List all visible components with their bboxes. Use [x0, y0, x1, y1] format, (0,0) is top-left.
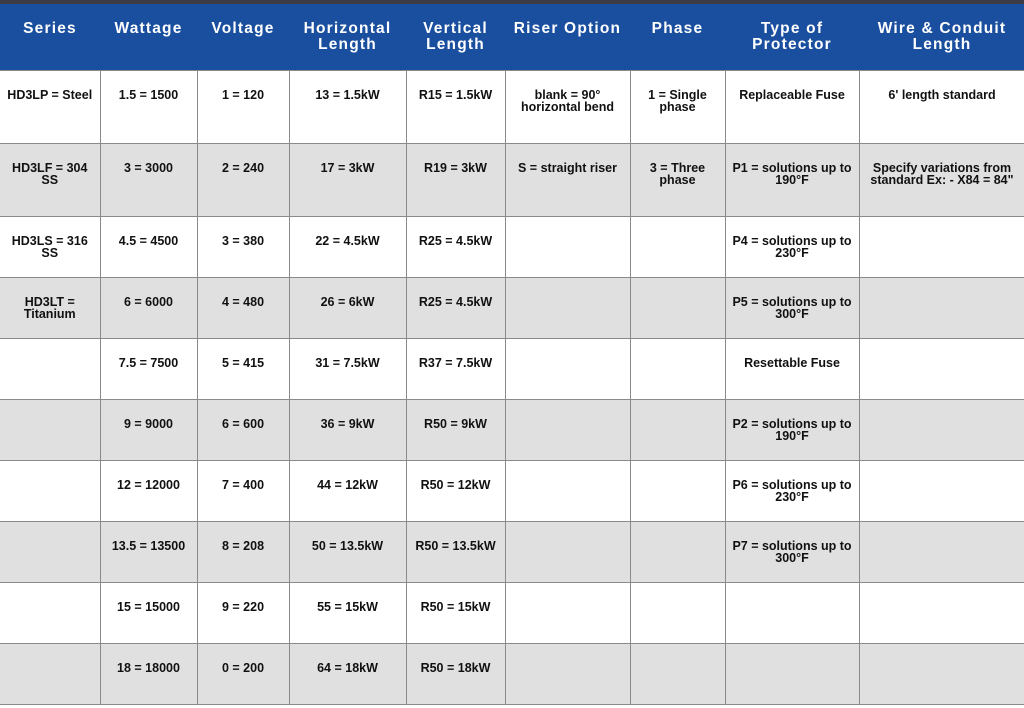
- header-series: Series: [0, 4, 100, 70]
- cell-voltage: 3 = 380: [197, 216, 289, 277]
- table-row: [0, 582, 1024, 643]
- cell-voltage: 9 = 220: [197, 582, 289, 643]
- cell-wire-conduit-length: [859, 399, 1024, 460]
- cell-series: HD3LT = Titanium: [0, 277, 100, 338]
- cell-type-of-protector: Resettable Fuse: [725, 338, 859, 399]
- cell-type-of-protector: P7 = solutions up to 300°F: [725, 521, 859, 582]
- cell-wattage: 6 = 6000: [100, 277, 197, 338]
- cell-phase: [630, 582, 725, 643]
- cell-series: [0, 460, 100, 521]
- table-row: [0, 277, 1024, 338]
- cell-phase: [630, 338, 725, 399]
- cell-horizontal-length: 50 = 13.5kW: [289, 521, 406, 582]
- cell-wattage: 1.5 = 1500: [100, 70, 197, 143]
- cell-wire-conduit-length: [859, 582, 1024, 643]
- cell-voltage: 2 = 240: [197, 143, 289, 216]
- cell-vertical-length: R50 = 9kW: [406, 399, 505, 460]
- cell-voltage: 6 = 600: [197, 399, 289, 460]
- cell-riser-option: blank = 90° horizontal bend: [505, 70, 630, 143]
- cell-phase: 3 = Three phase: [630, 143, 725, 216]
- cell-horizontal-length: 17 = 3kW: [289, 143, 406, 216]
- cell-vertical-length: R50 = 12kW: [406, 460, 505, 521]
- cell-type-of-protector: P5 = solutions up to 300°F: [725, 277, 859, 338]
- cell-series: [0, 643, 100, 704]
- cell-wire-conduit-length: [859, 338, 1024, 399]
- table-row: [0, 521, 1024, 582]
- cell-riser-option: [505, 338, 630, 399]
- cell-phase: [630, 216, 725, 277]
- cell-series: [0, 338, 100, 399]
- cell-wire-conduit-length: [859, 643, 1024, 704]
- cell-wattage: 12 = 12000: [100, 460, 197, 521]
- cell-type-of-protector: P4 = solutions up to 230°F: [725, 216, 859, 277]
- cell-wattage: 9 = 9000: [100, 399, 197, 460]
- cell-phase: 1 = Single phase: [630, 70, 725, 143]
- cell-phase: [630, 399, 725, 460]
- cell-type-of-protector: P6 = solutions up to 230°F: [725, 460, 859, 521]
- cell-vertical-length: R50 = 13.5kW: [406, 521, 505, 582]
- cell-phase: [630, 460, 725, 521]
- cell-horizontal-length: 31 = 7.5kW: [289, 338, 406, 399]
- cell-type-of-protector: P2 = solutions up to 190°F: [725, 399, 859, 460]
- cell-wattage: 3 = 3000: [100, 143, 197, 216]
- cell-riser-option: [505, 582, 630, 643]
- cell-voltage: 4 = 480: [197, 277, 289, 338]
- cell-wattage: 4.5 = 4500: [100, 216, 197, 277]
- cell-wire-conduit-length: [859, 216, 1024, 277]
- cell-vertical-length: R15 = 1.5kW: [406, 70, 505, 143]
- cell-wire-conduit-length: [859, 277, 1024, 338]
- cell-horizontal-length: 36 = 9kW: [289, 399, 406, 460]
- cell-voltage: 7 = 400: [197, 460, 289, 521]
- cell-type-of-protector: Replaceable Fuse: [725, 70, 859, 143]
- cell-phase: [630, 643, 725, 704]
- cell-phase: [630, 277, 725, 338]
- cell-wire-conduit-length: Specify variations from standard Ex: - X84 = 84": [859, 143, 1024, 216]
- header-horizontal-length: Horizontal Length: [289, 4, 406, 70]
- cell-type-of-protector: [725, 582, 859, 643]
- specification-table: [0, 4, 1024, 705]
- cell-wattage: 7.5 = 7500: [100, 338, 197, 399]
- header-wire-conduit-length: Wire & Conduit Length: [859, 4, 1024, 70]
- table-row: [0, 643, 1024, 704]
- cell-riser-option: [505, 277, 630, 338]
- cell-series: HD3LS = 316 SS: [0, 216, 100, 277]
- cell-vertical-length: R37 = 7.5kW: [406, 338, 505, 399]
- cell-voltage: 8 = 208: [197, 521, 289, 582]
- cell-horizontal-length: 64 = 18kW: [289, 643, 406, 704]
- cell-riser-option: [505, 460, 630, 521]
- cell-wire-conduit-length: [859, 460, 1024, 521]
- cell-vertical-length: R50 = 18kW: [406, 643, 505, 704]
- cell-series: [0, 399, 100, 460]
- cell-phase: [630, 521, 725, 582]
- cell-wattage: 13.5 = 13500: [100, 521, 197, 582]
- cell-series: [0, 582, 100, 643]
- table-header-row: [0, 4, 1024, 70]
- cell-voltage: 0 = 200: [197, 643, 289, 704]
- header-vertical-length: Vertical Length: [406, 4, 505, 70]
- cell-series: [0, 521, 100, 582]
- header-wattage: Wattage: [100, 4, 197, 70]
- header-voltage: Voltage: [197, 4, 289, 70]
- cell-type-of-protector: [725, 643, 859, 704]
- cell-riser-option: [505, 216, 630, 277]
- cell-vertical-length: R25 = 4.5kW: [406, 277, 505, 338]
- cell-vertical-length: R19 = 3kW: [406, 143, 505, 216]
- cell-voltage: 1 = 120: [197, 70, 289, 143]
- cell-wattage: 18 = 18000: [100, 643, 197, 704]
- header-type-of-protector: Type of Protector: [725, 4, 859, 70]
- header-riser-option: Riser Option: [505, 4, 630, 70]
- table-row: [0, 460, 1024, 521]
- cell-horizontal-length: 55 = 15kW: [289, 582, 406, 643]
- table-row: [0, 70, 1024, 143]
- table-row: [0, 216, 1024, 277]
- cell-wire-conduit-length: [859, 521, 1024, 582]
- cell-series: HD3LP = Steel: [0, 70, 100, 143]
- cell-horizontal-length: 13 = 1.5kW: [289, 70, 406, 143]
- cell-riser-option: [505, 521, 630, 582]
- cell-riser-option: [505, 643, 630, 704]
- cell-series: HD3LF = 304 SS: [0, 143, 100, 216]
- table-row: [0, 143, 1024, 216]
- cell-horizontal-length: 26 = 6kW: [289, 277, 406, 338]
- cell-horizontal-length: 22 = 4.5kW: [289, 216, 406, 277]
- cell-wire-conduit-length: 6' length standard: [859, 70, 1024, 143]
- table-row: [0, 399, 1024, 460]
- cell-riser-option: [505, 399, 630, 460]
- table-row: [0, 338, 1024, 399]
- cell-type-of-protector: P1 = solutions up to 190°F: [725, 143, 859, 216]
- header-phase: Phase: [630, 4, 725, 70]
- cell-horizontal-length: 44 = 12kW: [289, 460, 406, 521]
- cell-voltage: 5 = 415: [197, 338, 289, 399]
- cell-vertical-length: R25 = 4.5kW: [406, 216, 505, 277]
- cell-vertical-length: R50 = 15kW: [406, 582, 505, 643]
- cell-riser-option: S = straight riser: [505, 143, 630, 216]
- cell-wattage: 15 = 15000: [100, 582, 197, 643]
